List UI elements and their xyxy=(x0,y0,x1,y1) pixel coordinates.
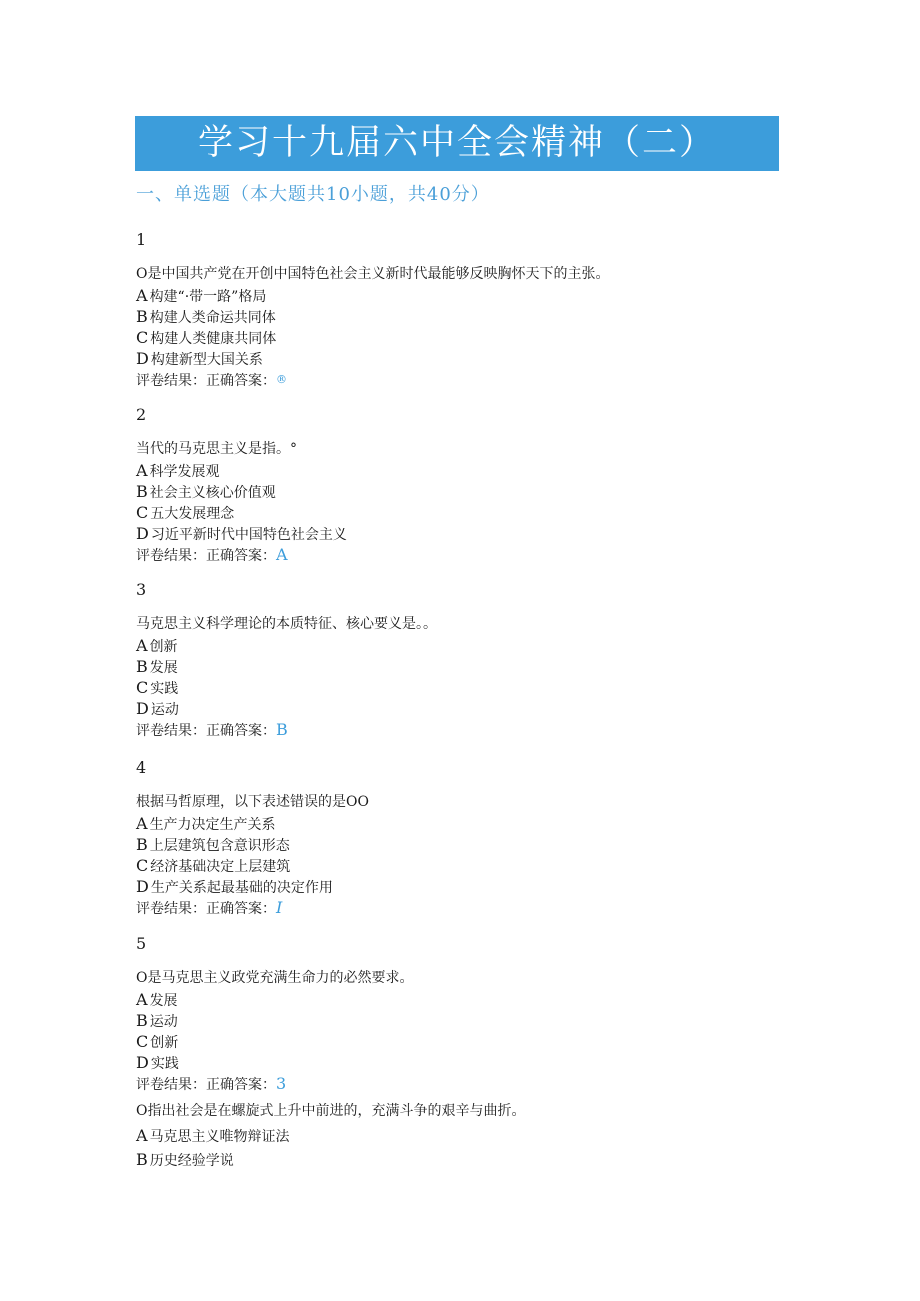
answer-prefix: 评卷结果：正确答案： xyxy=(136,723,276,739)
option-text: 创新 xyxy=(149,639,178,655)
option-letter: B xyxy=(136,482,148,501)
answer-prefix: 评卷结果：正确答案： xyxy=(136,901,276,917)
option-text: 构建“·带一路”格局 xyxy=(149,289,267,305)
option-letter: C xyxy=(136,1032,149,1051)
option-c xyxy=(136,855,756,876)
option-a xyxy=(136,989,756,1010)
option-text: 发展 xyxy=(149,993,178,1009)
option-text: 运动 xyxy=(150,702,179,718)
option-text: 生产力决定生产关系 xyxy=(149,817,276,833)
option-c xyxy=(136,327,756,348)
answer-value: A xyxy=(276,545,288,564)
option-letter: A xyxy=(136,636,148,655)
option-a xyxy=(136,635,756,656)
option-text: 科学发展观 xyxy=(149,464,220,480)
answer-line xyxy=(136,897,756,918)
question-number: 1 xyxy=(136,230,147,249)
option-d xyxy=(136,1052,756,1073)
question-number: 5 xyxy=(136,934,147,953)
question-stem: O是马克思主义政党充满生命力的必然要求。 xyxy=(136,970,414,986)
option-a xyxy=(136,1125,776,1146)
answer-value: 3 xyxy=(276,1074,287,1093)
option-letter: A xyxy=(136,990,148,1009)
option-letter: B xyxy=(136,657,148,676)
answer-prefix: 评卷结果：正确答案： xyxy=(136,1077,276,1093)
answer-value: ® xyxy=(276,373,287,386)
option-letter: D xyxy=(136,877,149,896)
option-text: 经济基础决定上层建筑 xyxy=(150,859,291,875)
option-letter: A xyxy=(136,461,148,480)
option-c xyxy=(136,502,756,523)
question-stem: O是中国共产党在开创中国特色社会主义新时代最能够反映胸怀天下的主张。 xyxy=(136,266,610,282)
option-text: 习近平新时代中国特色社会主义 xyxy=(150,527,347,543)
question-5 xyxy=(136,934,756,1094)
option-b xyxy=(136,1010,756,1031)
section-heading: 一、单选题（本大题共10小题，共40分） xyxy=(136,184,490,205)
option-letter: D xyxy=(136,699,149,718)
option-text: 上层建筑包含意识形态 xyxy=(149,838,290,854)
page-title: 学习十九届六中全会精神（二） xyxy=(197,123,716,163)
answer-line xyxy=(136,369,756,390)
option-letter: B xyxy=(136,1011,148,1030)
option-text: 构建人类健康共同体 xyxy=(150,331,277,347)
option-text: 运动 xyxy=(149,1014,178,1030)
answer-prefix: 评卷结果：正确答案： xyxy=(136,373,276,389)
option-d xyxy=(136,698,756,719)
option-letter: C xyxy=(136,856,149,875)
answer-line xyxy=(136,1073,756,1094)
option-text: 实践 xyxy=(150,1056,179,1072)
option-letter: A xyxy=(136,1126,148,1145)
option-text: 实践 xyxy=(150,681,179,697)
option-text: 构建新型大国关系 xyxy=(150,352,263,368)
option-d xyxy=(136,876,756,897)
title-banner xyxy=(135,116,779,171)
option-letter: B xyxy=(136,1150,148,1169)
option-letter: D xyxy=(136,1053,149,1072)
question-6-partial xyxy=(136,1101,776,1170)
option-text: 构建人类命运共同体 xyxy=(149,310,276,326)
question-number: 3 xyxy=(136,580,147,599)
question-2 xyxy=(136,405,756,565)
option-b xyxy=(136,834,756,855)
option-text: 历史经验学说 xyxy=(149,1153,234,1169)
option-letter: D xyxy=(136,349,149,368)
question-number: 2 xyxy=(136,405,147,424)
option-letter: B xyxy=(136,835,148,854)
answer-prefix: 评卷结果：正确答案： xyxy=(136,548,276,564)
option-text: 马克思主义唯物辩证法 xyxy=(149,1129,290,1145)
question-stem: 根据马哲原理，以下表述错误的是OO xyxy=(136,794,369,810)
option-letter: A xyxy=(136,814,148,833)
option-a xyxy=(136,813,756,834)
option-letter: C xyxy=(136,503,149,522)
question-stem: 当代的马克思主义是指。° xyxy=(136,441,297,457)
option-letter: C xyxy=(136,678,149,697)
answer-line xyxy=(136,544,756,565)
option-b xyxy=(136,1149,776,1170)
option-b xyxy=(136,481,756,502)
option-b xyxy=(136,306,756,327)
option-letter: A xyxy=(136,286,148,305)
answer-value: B xyxy=(276,720,288,739)
question-number: 4 xyxy=(136,758,147,777)
question-3 xyxy=(136,580,756,740)
option-text: 生产关系起最基础的决定作用 xyxy=(150,880,333,896)
option-a xyxy=(136,460,756,481)
option-d xyxy=(136,523,756,544)
option-letter: C xyxy=(136,328,149,347)
option-letter: D xyxy=(136,524,149,543)
answer-value: I xyxy=(276,898,283,917)
option-a xyxy=(136,285,756,306)
option-b xyxy=(136,656,756,677)
option-text: 社会主义核心价值观 xyxy=(149,485,276,501)
question-1 xyxy=(136,230,756,390)
option-c xyxy=(136,677,756,698)
option-text: 五大发展理念 xyxy=(150,506,235,522)
option-d xyxy=(136,348,756,369)
question-stem: 马克思主义科学理论的本质特征、核心要义是。。 xyxy=(136,616,437,632)
question-4 xyxy=(136,758,756,918)
option-c xyxy=(136,1031,756,1052)
option-text: 发展 xyxy=(149,660,178,676)
option-text: 创新 xyxy=(150,1035,179,1051)
answer-line xyxy=(136,719,756,740)
question-stem: O指出社会是在螺旋式上升中前进的，充满斗争的艰辛与曲折。 xyxy=(136,1103,526,1119)
option-letter: B xyxy=(136,307,148,326)
